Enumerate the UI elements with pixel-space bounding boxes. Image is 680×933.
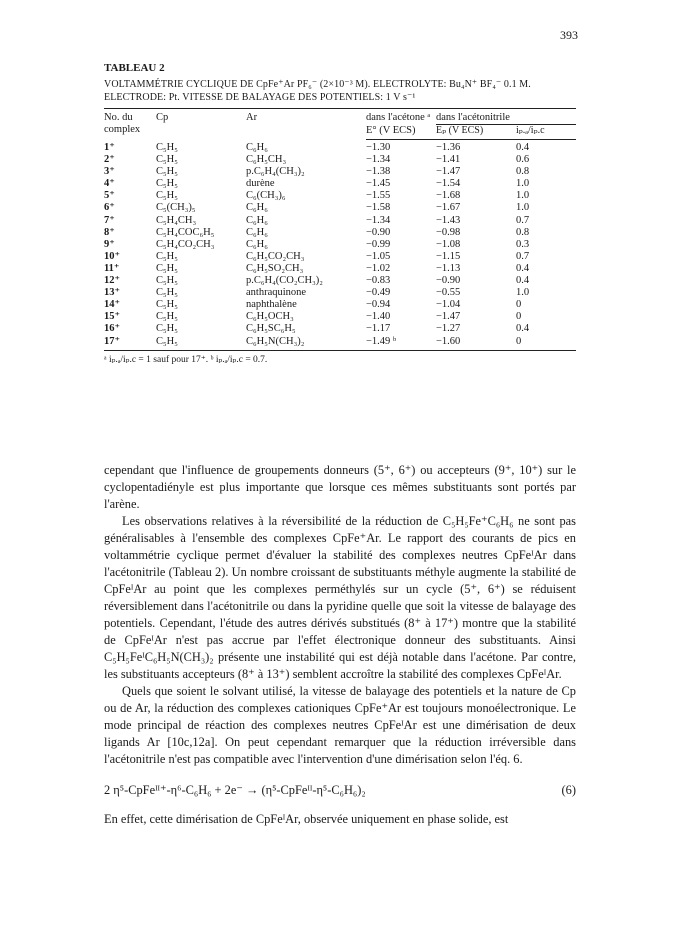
cell-cp: C₅H₅ bbox=[156, 299, 178, 311]
cell-cp: C₅H₅ bbox=[156, 262, 178, 274]
cell-ratio: 1.0 bbox=[516, 287, 530, 299]
cell-ep: −1.15 bbox=[436, 250, 461, 262]
cell-e0: −1.34 bbox=[366, 214, 391, 226]
cell-ar: C₆H₅CH₃ bbox=[246, 154, 287, 166]
table-row bbox=[104, 299, 576, 311]
cell-cp: C₅H₄CH₃ bbox=[156, 214, 197, 226]
paragraph-1: cependant que l'influence de groupements donneurs (5⁺, 6⁺) ou accepteurs (9⁺, 10⁺) sur le cyclopentadiényle est plus importante que lorsque ces mêmes substituants sont portés par l'arène. bbox=[104, 463, 576, 511]
cell-no: 14⁺ bbox=[104, 299, 121, 311]
cell-ep: −1.68 bbox=[436, 190, 461, 202]
header-ratio: iₚ.ₐ/iₚ.c bbox=[516, 125, 576, 140]
equation-6 bbox=[104, 782, 576, 799]
paragraph-3: Quels que soient le solvant utilisé, la vitesse de balayage des potentiels et la nature de Cp ou de Ar, la réduction des complexes cationiques CpFe⁺Ar est toujours monoélectronique. Le mode principal de réaction des complexes neutres CpFeᴵAr est une dimérisation de deux ligands Ar [10c,12a]. On peut cependant remarquer que la réduction irréversible dans l'acétonitrile n'est pas compatible avec l'intervention d'une dimérisation selon l'éq. 6. bbox=[104, 684, 576, 766]
cell-cp: C₅H₅ bbox=[156, 250, 178, 262]
table-row bbox=[104, 190, 576, 202]
cell-ratio: 0.4 bbox=[516, 323, 530, 335]
cell-e0: −0.83 bbox=[366, 275, 391, 287]
cell-ar: naphthalène bbox=[246, 299, 297, 311]
cell-no: 3⁺ bbox=[104, 166, 115, 178]
cell-ratio: 0 bbox=[516, 299, 522, 311]
cell-cp: C₅H₅ bbox=[156, 323, 178, 335]
table-row bbox=[104, 336, 576, 351]
cell-ratio: 1.0 bbox=[516, 202, 530, 214]
cell-ar: p.C₆H₄(CO₂CH₃)₂ bbox=[246, 275, 323, 287]
table-row bbox=[104, 311, 576, 323]
cell-cp: C₅H₅ bbox=[156, 166, 178, 178]
cell-cp: C₅(CH₃)₅ bbox=[156, 202, 196, 214]
cell-no: 17⁺ bbox=[104, 336, 156, 351]
cell-e0: −1.55 bbox=[366, 190, 391, 202]
table-row bbox=[104, 227, 576, 239]
cell-ar: p.C₆H₄(CH₃)₂ bbox=[246, 166, 305, 178]
cell-ep: −1.27 bbox=[436, 323, 461, 335]
cell-no: 6⁺ bbox=[104, 202, 115, 214]
cell-ar: C₆H₆ bbox=[246, 141, 268, 153]
equation-number: (6) bbox=[561, 783, 576, 797]
cell-no: 1⁺ bbox=[104, 141, 115, 153]
cell-cp: C₅H₄COC₆H₅ bbox=[156, 226, 215, 238]
cell-e0: −1.38 bbox=[366, 166, 391, 178]
cell-e0: −1.05 bbox=[366, 250, 391, 262]
cell-ar: C₆H₆ bbox=[246, 202, 268, 214]
header-acetonitrile: dans l'acétonitrile bbox=[436, 109, 576, 125]
cell-no: 11⁺ bbox=[104, 262, 120, 274]
table-block bbox=[104, 62, 576, 365]
cell-ep: −1.60 bbox=[436, 336, 516, 351]
cell-e0: −1.49 ᵇ bbox=[366, 336, 436, 351]
cell-ar: durène bbox=[246, 178, 275, 190]
cell-ep: −1.47 bbox=[436, 311, 461, 323]
cell-cp: C₅H₅ bbox=[156, 336, 246, 351]
cell-ar: C₆H₆ bbox=[246, 226, 268, 238]
table-caption: VOLTAMMÉTRIE CYCLIQUE DE CpFe⁺Ar PF₆⁻ (2×10⁻³ M). ELECTROLYTE: Bu₄N⁺ BF₄⁻ 0.1 M. ELECTRODE: Pt. VITESSE DE BALAYAGE DES POTENTIELS: 1 V s⁻¹ bbox=[104, 79, 531, 103]
cell-ar: C₆H₅N(CH₃)₂ bbox=[246, 336, 366, 351]
table-row bbox=[104, 202, 576, 214]
table-row bbox=[104, 215, 576, 227]
cell-ratio: 0.7 bbox=[516, 214, 530, 226]
cell-ratio: 0.3 bbox=[516, 238, 530, 250]
table-row bbox=[104, 178, 576, 190]
cell-ep: −1.47 bbox=[436, 166, 461, 178]
table-row bbox=[104, 287, 576, 299]
header-ep: Eₚ (V ECS) bbox=[436, 125, 516, 140]
header-e0: E° (V ECS) bbox=[366, 125, 436, 140]
cell-ar: C₆H₆ bbox=[246, 214, 268, 226]
cell-e0: −0.49 bbox=[366, 287, 391, 299]
table-row bbox=[104, 154, 576, 166]
table-row bbox=[104, 263, 576, 275]
cell-ratio: 1.0 bbox=[516, 178, 530, 190]
cell-e0: −1.17 bbox=[366, 323, 391, 335]
cell-cp: C₅H₅ bbox=[156, 178, 178, 190]
data-table bbox=[104, 108, 576, 351]
cell-ar: C₆(CH₃)₆ bbox=[246, 190, 286, 202]
cell-ar: C₆H₆ bbox=[246, 238, 268, 250]
cell-e0: −1.40 bbox=[366, 311, 391, 323]
cell-e0: −1.58 bbox=[366, 202, 391, 214]
cell-ep: −1.08 bbox=[436, 238, 461, 250]
cell-no: 10⁺ bbox=[104, 250, 121, 262]
cell-ratio: 0.6 bbox=[516, 154, 530, 166]
cell-no: 8⁺ bbox=[104, 226, 115, 238]
cell-ratio: 0.7 bbox=[516, 250, 530, 262]
cell-cp: C₅H₄CO₂CH₃ bbox=[156, 238, 215, 250]
cell-ratio: 0.4 bbox=[516, 275, 530, 287]
body-text bbox=[104, 462, 576, 828]
cell-ratio: 0.4 bbox=[516, 142, 530, 153]
table-row bbox=[104, 251, 576, 263]
cell-ep: −1.43 bbox=[436, 214, 461, 226]
table-row bbox=[104, 239, 576, 251]
cell-ep: −0.98 bbox=[436, 226, 461, 238]
page-number: 393 bbox=[560, 28, 578, 42]
cell-ratio: 0.4 bbox=[516, 262, 530, 274]
header-ar: Ar bbox=[246, 109, 366, 140]
table-row bbox=[104, 323, 576, 335]
table-row bbox=[104, 140, 576, 155]
cell-ar: C₆H₅CO₂CH₃ bbox=[246, 250, 305, 262]
cell-e0: −1.30 bbox=[366, 142, 391, 153]
cell-cp: C₅H₅ bbox=[156, 190, 178, 202]
cell-no: 15⁺ bbox=[104, 311, 121, 323]
cell-cp: C₅H₅ bbox=[156, 154, 178, 166]
cell-ratio: 0.8 bbox=[516, 166, 530, 178]
cell-ar: C₆H₅OCH₃ bbox=[246, 311, 294, 323]
cell-e0: −1.34 bbox=[366, 154, 391, 166]
cell-ar: C₆H₅SC₆H₅ bbox=[246, 323, 296, 335]
cell-cp: C₅H₅ bbox=[156, 275, 178, 287]
cell-ep: −1.13 bbox=[436, 262, 461, 274]
table-title: TABLEAU 2 bbox=[104, 62, 165, 74]
cell-ep: −1.67 bbox=[436, 202, 461, 214]
cell-ratio: 0 bbox=[516, 311, 522, 323]
cell-e0: −0.90 bbox=[366, 226, 391, 238]
cell-ar: anthraquinone bbox=[246, 287, 307, 299]
cell-no: 7⁺ bbox=[104, 214, 115, 226]
table-footnote: ᵃ iₚ.ₐ/iₚ.c = 1 sauf pour 17⁺. ᵇ iₚ.ₐ/iₚ.c = 0.7. bbox=[104, 354, 268, 365]
paragraph-4: En effet, cette dimérisation de CpFeᴵAr, observée uniquement en phase solide, est bbox=[104, 812, 509, 826]
cell-ratio: 0.8 bbox=[516, 226, 530, 238]
cell-ratio: 1.0 bbox=[516, 190, 530, 202]
cell-ep: −1.04 bbox=[436, 299, 461, 311]
cell-no: 2⁺ bbox=[104, 154, 115, 166]
cell-e0: −1.45 bbox=[366, 178, 391, 190]
cell-ratio: 0 bbox=[516, 336, 576, 351]
cell-cp: C₅H₅ bbox=[156, 287, 178, 299]
header-cp: Cp bbox=[156, 109, 246, 140]
cell-cp: C₅H₅ bbox=[156, 311, 178, 323]
cell-no: 5⁺ bbox=[104, 190, 115, 202]
header-acetone: dans l'acétone ᵃ bbox=[366, 109, 436, 125]
cell-ep: −0.55 bbox=[436, 287, 461, 299]
equation-text: 2 η⁵-CpFeᴵᴵ⁺-η⁶-C₆H₆ + 2e⁻ → (η⁵-CpFeᴵᴵ-η⁵-C₆H₆)₂ bbox=[104, 783, 366, 797]
cell-ep: −1.54 bbox=[436, 178, 461, 190]
cell-no: 12⁺ bbox=[104, 275, 121, 287]
cell-ep: −0.90 bbox=[436, 275, 461, 287]
cell-ep: −1.41 bbox=[436, 154, 461, 166]
cell-no: 4⁺ bbox=[104, 178, 115, 190]
cell-e0: −0.99 bbox=[366, 238, 391, 250]
cell-ep: −1.36 bbox=[436, 142, 461, 153]
header-no: No. du complex bbox=[104, 109, 156, 140]
table-row bbox=[104, 166, 576, 178]
paragraph-2: Les observations relatives à la réversibilité de la réduction de C₅H₅Fe⁺C₆H₆ ne sont pas généralisables à l'ensemble des complexes CpFe⁺Ar. Le rapport des courants de pics en voltammétrie cyclique permet d'évaluer la stabilité des complexes neutres CpFeᴵAr dans l'acétonitrile (Tableau 2). Un nombre croissant de substituants méthyle augmente la stabilité de CpFeᴵAr au point que les complexes perméthylés sur un cycle (5⁺, 6⁺) se réduisent réversiblement dans l'acétonitrile ou dans la pyridine quelle que soit la vitesse de balayage des potentiels. Cependant, l'étude des autres dérivés substitués (8⁺ à 17⁺) montre que la stabilité de CpFeᴵAr n'est pas accrue par l'effet électronique donneur des substituants. Ainsi C₅H₅FeᴵC₆H₅N(CH₃)₂ présente une instabilité qui est déjà notable dans l'acétone. Par contre, les substituants accepteurs (8⁺ à 13⁺) semblent accroître la stabilité des complexes CpFeᴵAr. bbox=[104, 514, 576, 681]
cell-cp: C₅H₅ bbox=[156, 141, 178, 153]
cell-e0: −0.94 bbox=[366, 299, 391, 311]
table-row bbox=[104, 275, 576, 287]
cell-e0: −1.02 bbox=[366, 262, 391, 274]
cell-ar: C₆H₅SO₂CH₃ bbox=[246, 262, 304, 274]
cell-no: 13⁺ bbox=[104, 287, 121, 299]
cell-no: 9⁺ bbox=[104, 238, 115, 250]
cell-no: 16⁺ bbox=[104, 323, 121, 335]
